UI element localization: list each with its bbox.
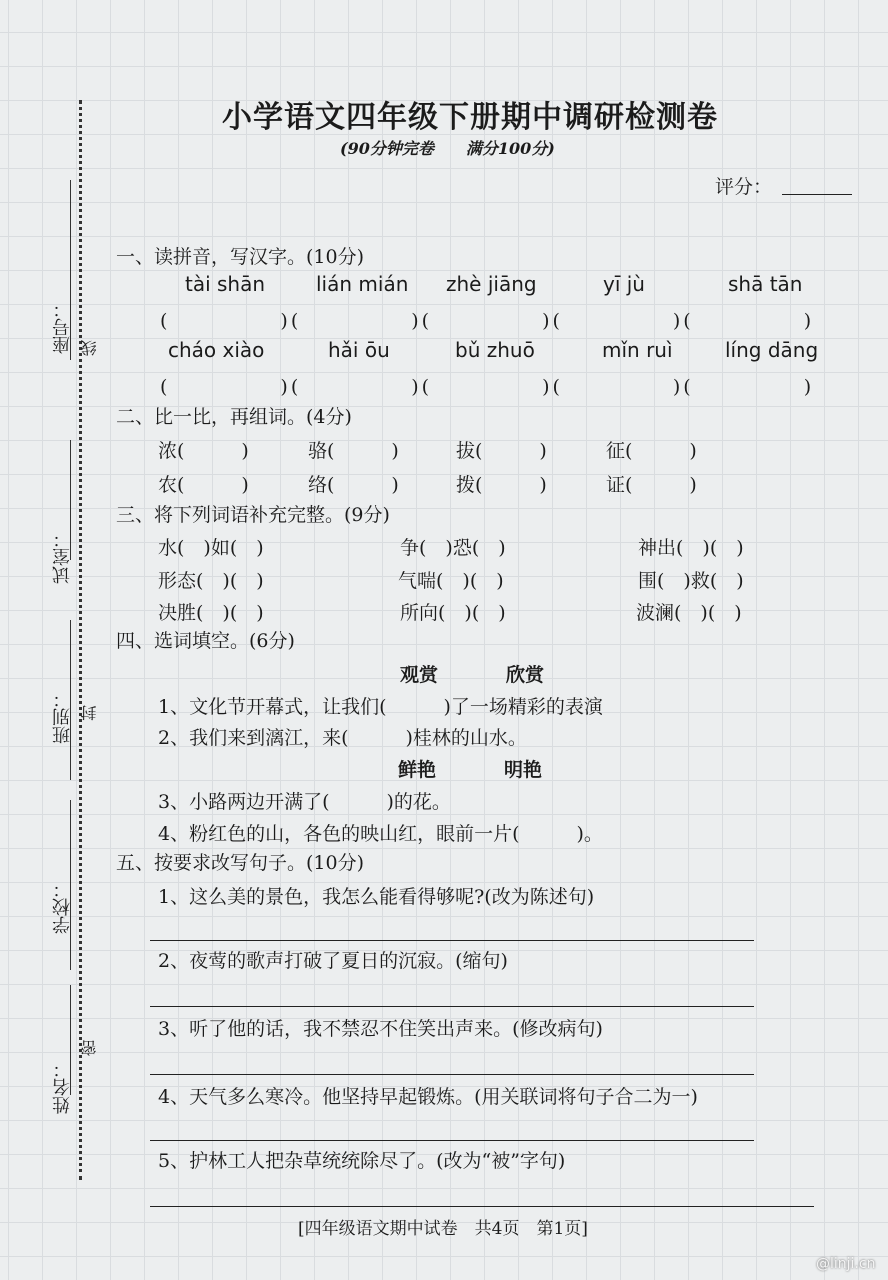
idiom-item[interactable]: 围( )救( ) [638,570,744,592]
compare-item[interactable]: 骆( ) [308,440,399,462]
answer-line[interactable] [150,940,754,941]
pinyin-item: líng dāng [725,338,819,362]
idiom-item[interactable]: 气喘( )( ) [398,570,504,592]
section-4-heading: 四、选词填空。(6分) [116,630,295,652]
name-label: 姓名： [52,1060,73,1114]
word-choice: 鲜艳 [398,759,437,781]
compare-item[interactable]: 拔( ) [456,440,547,462]
pinyin-item: tài shān [185,272,266,296]
section-1-heading: 一、读拼音，写汉字。(10分) [116,246,365,268]
idiom-item[interactable]: 形态( )( ) [158,570,264,592]
room-label: 试室： [52,530,73,584]
rewrite-question: 4、天气多么寒冷。他坚持早起锻炼。(用关联词将句子合二为一) [158,1086,698,1108]
pinyin-item: zhè jiāng [446,272,537,296]
pinyin-item: bǔ zhuō [455,338,535,362]
compare-item[interactable]: 征( ) [606,440,697,462]
fill-question[interactable]: 4、粉红色的山，各色的映山红，眼前一片( )。 [158,823,603,845]
pinyin-item: shā tān [728,272,803,296]
compare-item[interactable]: 农( ) [158,474,249,496]
section-3-heading: 三、将下列词语补充完整。(9分) [116,504,390,526]
answer-brackets-row-2[interactable]: ( )( )( )( )( ) [160,376,815,398]
compare-item[interactable]: 拨( ) [456,474,547,496]
fill-question[interactable]: 3、小路两边开满了( )的花。 [158,791,451,813]
answer-line[interactable] [150,1140,754,1141]
word-choice: 观赏 [400,664,439,686]
page-footer: [四年级语文期中试卷 共4页 第1页] [298,1219,588,1239]
compare-item[interactable]: 络( ) [308,474,399,496]
idiom-item[interactable]: 波澜( )( ) [636,602,742,624]
page-subtitle: (90分钟完卷 满分100分) [340,139,555,158]
watermark: @linji.cn [816,1256,876,1272]
idiom-item[interactable]: 水( )如( ) [158,537,264,559]
fill-question[interactable]: 1、文化节开幕式，让我们( )了一场精彩的表演 [158,696,603,718]
idiom-item[interactable]: 神出( )( ) [638,537,744,559]
idiom-item[interactable]: 所向( )( ) [400,602,506,624]
word-choice: 欣赏 [506,664,545,686]
class-label: 班别： [52,690,73,744]
word-choice: 明艳 [504,759,543,781]
pinyin-item: yī jù [603,272,645,296]
compare-item[interactable]: 浓( ) [158,440,249,462]
page-title: 小学语文四年级下册期中调研检测卷 [222,100,718,135]
pinyin-item: hǎi ōu [328,338,390,362]
seat-label: 座号： [52,300,73,354]
fill-question[interactable]: 2、我们来到漓江，来( )桂林的山水。 [158,727,527,749]
rewrite-question: 2、夜莺的歌声打破了夏日的沉寂。(缩句) [158,950,508,972]
pinyin-item: mǐn ruì [602,338,673,362]
idiom-item[interactable]: 争( )恐( ) [400,537,506,559]
answer-line[interactable] [150,1074,754,1075]
score-label: 评分： [715,176,773,198]
compare-item[interactable]: 证( ) [606,474,697,496]
answer-brackets-row-1[interactable]: ( )( )( )( )( ) [160,310,815,332]
pinyin-item: cháo xiào [168,338,265,362]
mark-line: 线 [80,340,99,356]
mark-secret: 密 [80,1040,99,1056]
rewrite-question: 3、听了他的话，我不禁忍不住笑出声来。(修改病句) [158,1018,603,1040]
rewrite-question: 1、这么美的景色，我怎么能看得够呢?(改为陈述句) [158,886,595,908]
section-5-heading: 五、按要求改写句子。(10分) [116,852,365,874]
answer-line[interactable] [150,1006,754,1007]
rewrite-question: 5、护林工人把杂草统统除尽了。(改为“被”字句) [158,1150,566,1172]
binding-dotted-line [79,100,82,1180]
pinyin-item: lián mián [316,272,409,296]
score-blank[interactable] [782,194,852,195]
answer-line[interactable] [150,1206,814,1207]
idiom-item[interactable]: 决胜( )( ) [158,602,264,624]
school-label: 学校： [52,880,73,934]
mark-seal: 封 [80,705,99,721]
section-2-heading: 二、比一比，再组词。(4分) [116,406,352,428]
